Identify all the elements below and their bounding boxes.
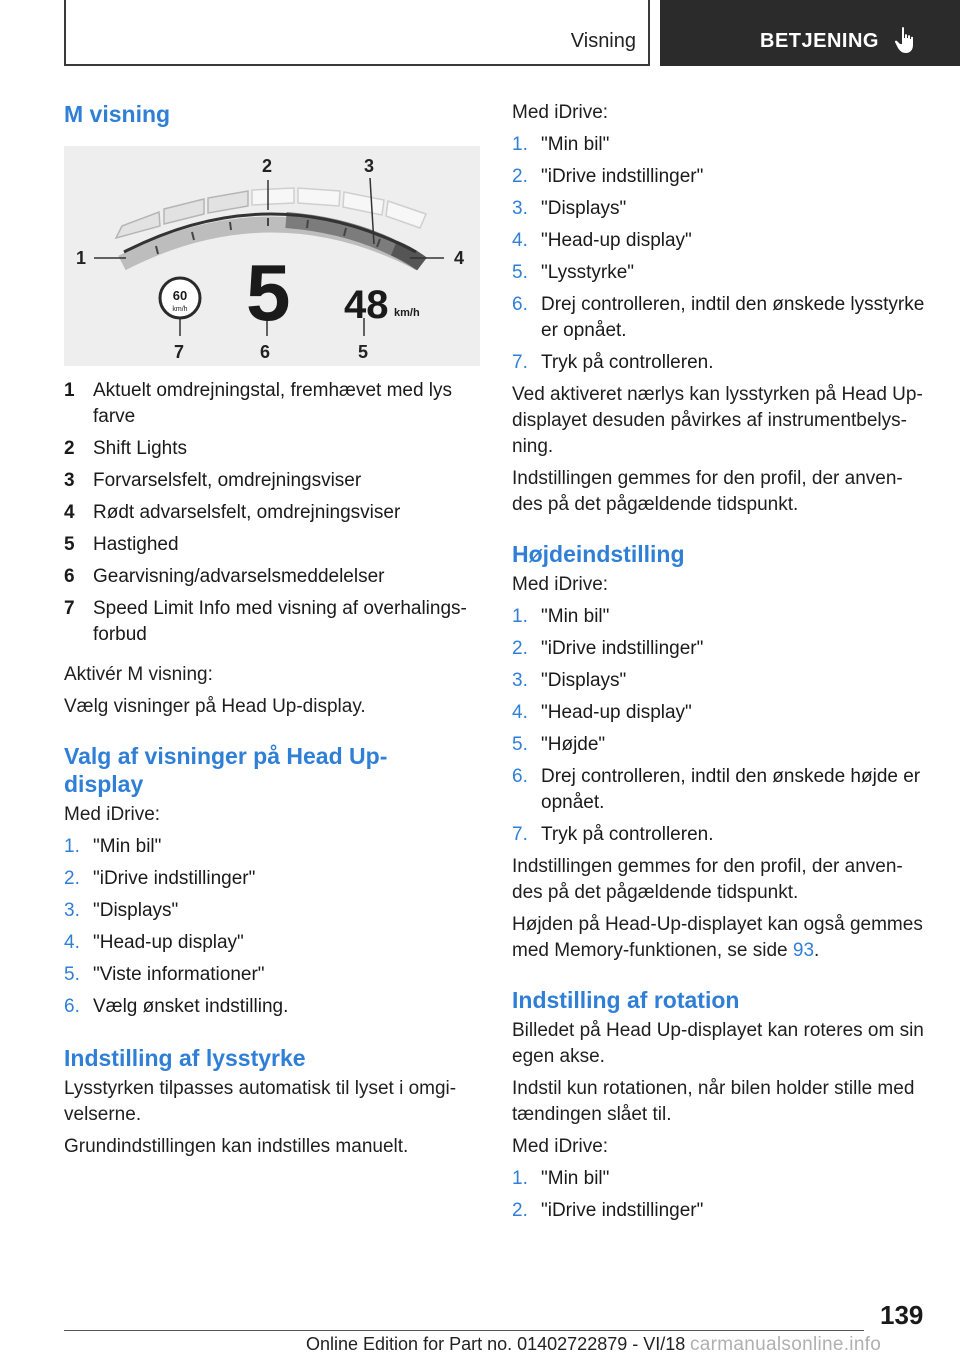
legend-item: 5 Hastighed [64,534,179,555]
list-item: 2. "iDrive indstillinger" [512,638,704,659]
watermark: carmanualsonline.info [690,1334,882,1355]
list-item: 6. Drej controlleren, indtil den ønskede lysstyrke er opnået. [512,294,925,341]
speed-value: 48 [344,283,389,327]
choose-views-heading: Valg af visninger på Head Up-display [64,743,388,797]
profile-text: Indstillingen gemmes for den profil, der anven-des på det pågældende tidspunkt. [512,468,903,515]
rotation-heading: Indstilling af rotation [512,987,740,1013]
rotation-steps [512,1166,930,1224]
list-item: 4. "Head-up display" [512,230,692,251]
list-item: 6. Vælg ønsket indstilling. [64,996,289,1017]
m-display-illustration [64,146,480,366]
legend-item: 3 Forvarselsfelt, omdrejningsviser [64,470,362,491]
idrive-intro: Med iDrive: [512,574,609,595]
height-heading: Højdeindstilling [512,541,685,567]
lowbeam-text: Ved aktiveret nærlys kan lysstyrken på Head Up-displayet desuden påvirkes af instrumentbelys-ning. [512,384,923,457]
callout-3: 3 [364,156,375,176]
list-item: 7. Tryk på controlleren. [512,352,714,373]
brightness-text-2: Grundindstillingen kan indstilles manuelt. [64,1136,409,1157]
list-item: 1. "Min bil" [512,1168,610,1189]
list-item: 2. "iDrive indstillinger" [512,1200,704,1221]
rpm-redline [394,248,422,264]
profile-text: Indstillingen gemmes for den profil, der anven-des på det pågældende tidspunkt. [512,856,903,903]
list-item: 5. "Højde" [512,734,606,755]
callout-6: 6 [260,342,271,362]
header-section-box [64,0,650,66]
list-item: 5. "Lysstyrke" [512,262,635,283]
list-item: 3. "Displays" [64,900,179,921]
list-item: 4. "Head-up display" [512,702,692,723]
idrive-intro: Med iDrive: [64,804,161,825]
list-item: 2. "iDrive indstillinger" [64,868,256,889]
legend-item: 4 Rødt advarselsfelt, omdrejningsviser [64,502,401,523]
right-column [512,100,930,1224]
rotation-text-2: Indstil kun rotationen, når bilen holder stille med tændingen slået til. [512,1078,915,1125]
memory-text: Højden på Head-Up-displayet kan også gemmes med Memory-funktionen, se side 93. [512,914,923,961]
height-steps [512,604,930,848]
legend-item: 7 Speed Limit Info med visning af overhalings-forbud [64,598,467,645]
list-item: 1. "Min bil" [512,606,610,627]
list-item: 3. "Displays" [512,198,627,219]
hand-pointer-icon [894,26,918,54]
rotation-text-1: Billedet på Head Up-displayet kan roteres om sin egen akse. [512,1020,924,1067]
gear-indicator: 5 [246,248,291,337]
activate-text: Aktivér M visning: [64,664,213,685]
footer-divider [64,1330,864,1331]
speed-unit: km/h [394,307,420,319]
brightness-text-1: Lysstyrken tilpasses automatisk til lyset i omgi-velserne. [64,1078,457,1125]
list-item: 3. "Displays" [512,670,627,691]
legend-item: 6 Gearvisning/advarselsmeddelelser [64,566,385,587]
list-item: 5. "Viste informationer" [64,964,265,985]
list-item: 6. Drej controlleren, indtil den ønskede højde er opnået. [512,766,921,813]
header-chapter-box [660,0,960,66]
callout-7: 7 [174,342,185,362]
callout-4: 4 [454,248,465,268]
speed-limit-unit: km/h [172,306,188,313]
left-column [64,100,482,1160]
footer-edition: Online Edition for Part no. 01402722879 - VI/18 [306,1334,686,1354]
callout-5: 5 [358,342,369,362]
choose-views-steps [64,834,482,1020]
choose-text: Vælg visninger på Head Up-display. [64,696,366,717]
brightness-heading: Indstilling af lysstyrke [64,1045,306,1071]
callout-2: 2 [262,156,273,176]
page-header [64,0,896,66]
list-item: 4. "Head-up display" [64,932,244,953]
list-item: 2. "iDrive indstillinger" [512,166,704,187]
list-item: 7. Tryk på controlleren. [512,824,714,845]
brightness-steps [512,132,930,376]
list-item: 1. "Min bil" [512,134,610,155]
legend-item: 1 Aktuelt omdrejningstal, fremhævet med lys farve [64,380,453,427]
legend-item: 2 Shift Lights [64,438,187,459]
idrive-intro: Med iDrive: [512,102,609,123]
speed-limit-value: 60 [172,288,188,303]
idrive-intro: Med iDrive: [512,1136,609,1157]
page-link[interactable]: 93 [792,940,815,961]
m-display-heading: M visning [64,101,171,127]
callout-1: 1 [76,248,87,268]
m-display-figure [64,146,480,366]
page-number: 139 [880,1300,924,1330]
header-section-title: Visning [570,30,636,52]
list-item: 1. "Min bil" [64,836,162,857]
figure-legend [64,378,482,648]
header-chapter-title: BETJENING [760,30,879,52]
